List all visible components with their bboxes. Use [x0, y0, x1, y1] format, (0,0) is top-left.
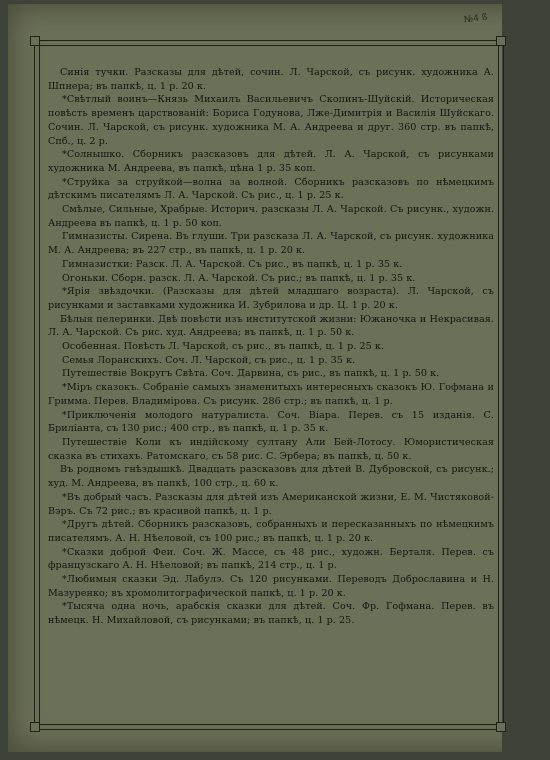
- catalog-entry: *Любимыя сказки Эд. Лабулэ. Съ 120 рисунками. Переводъ Доброславина и Н. Мазуренко; въ хромолитографической папкѣ, ц. 1 р. 20 к.: [48, 574, 494, 599]
- catalog-entry: *Міръ сказокъ. Собраніе самыхъ знаменитыхъ интересныхъ сказокъ Ю. Гофмана и Гримма. Перев. Владимірова. Съ рисунк. 286 стр.; въ папкѣ, ц. 1 р.: [48, 382, 494, 407]
- catalog-entry: Синія тучки. Разсказы для дѣтей, сочин. Л. Чарской, съ рисунк. художника А. Шпнера; въ папкѣ, ц. 1 р. 20 к.: [48, 67, 494, 92]
- book-catalog-list: [48, 66, 494, 628]
- catalog-entry: Въ родномъ гнѣздышкѣ. Двадцать разсказовъ для дѣтей В. Дубровской, съ рисунк.; худ. М. Андреева, въ папкѣ, 100 стр., ц. 60 к.: [48, 464, 494, 490]
- border-corner-ornament: [30, 722, 40, 732]
- catalog-entry: Особенная. Повѣсть Л. Чарской, съ рис., въ папкѣ, ц. 1 р. 25 к.: [62, 341, 385, 353]
- catalog-entry: Огоньки. Сборн. разск. Л. А. Чарской. Съ рис.; въ папкѣ, ц. 1 р. 35 к.: [62, 272, 416, 284]
- catalog-entry: Гимназисты. Сирена. Въ глуши. Три разсказа Л. А. Чарской, съ рисунк. художника М. А. Андреева; въ 227 стр., въ папкѣ, ц. 1 р. 20 к.: [48, 231, 494, 257]
- catalog-entry: Семья Лоранскихъ. Соч. Л. Чарской, съ рис., ц. 1 р. 35 к.: [62, 354, 356, 366]
- catalog-entry: *Тысяча одна ночь, арабскія сказки для дѣтей. Соч. Фр. Гофмана. Перев. въ нѣмецк. Н. Михайловой, съ рисунками; въ папкѣ, ц. 1 р. 25.: [48, 601, 494, 627]
- catalog-entry: *Ярія звѣздочки. (Разсказы для дѣтей младшаго возраста). Л. Чарской, съ рисунками и заставками художника И. Зубрилова и др. Ц. 1 р. 20 к.: [48, 286, 494, 311]
- catalog-entry: Путешествіе Вокругъ Свѣта. Соч. Дарвина, съ рис., въ папкѣ, ц. 1 р. 50 к.: [62, 368, 440, 380]
- catalog-entry: Гимназистки: Разск. Л. А. Чарской. Съ рис., въ папкѣ, ц. 1 р. 35 к.: [62, 258, 403, 270]
- catalog-entry: *Въ добрый часъ. Разсказы для дѣтей изъ Американской жизни, Е. М. Чистяковой-Вэръ. Съ 72 рис.; въ красивой папкѣ, ц. 1 р.: [48, 491, 494, 517]
- torn-edge: [502, 0, 550, 760]
- border-corner-ornament: [30, 36, 40, 46]
- catalog-entry: Смѣлые, Сильные, Храбрые. Историч. разсказы Л. А. Чарской. Съ рисунк., художн. Андреева въ папкѣ, ц. 1 р. 50 коп.: [48, 204, 494, 229]
- catalog-entry: *Струйка за струйкой—волна за волной. Сборникъ разсказовъ по нѣмецкимъ дѣтскимъ писателямъ Л. А. Чарской. Съ рис., ц. 1 р. 25 к.: [48, 176, 494, 202]
- catalog-entry: *Солнышко. Сборникъ разсказовъ для дѣтей. Л. А. Чарской, съ рисунками художника М. Андреева, въ папкѣ, цѣна 1 р. 35 коп.: [48, 149, 494, 174]
- catalog-entry: Путешествіе Коли къ индійскому султану Али Бей-Лотосу. Юмористическая сказка въ стихахъ. Ратомскаго, съ 58 рис. С. Эрбера; въ папкѣ, ц. 50 к.: [48, 436, 494, 462]
- catalog-entry: Бѣлыя пелеринки. Двѣ повѣсти изъ институтской жизни: Южаночка и Некрасивая. Л. А. Чарской. Съ рис. худ. Андреева; въ папкѣ, ц. 1 р. 50 к.: [48, 313, 494, 339]
- catalog-entry: *Другъ дѣтей. Сборникъ разсказовъ, собранныхъ и пересказанныхъ по нѣмецкимъ писателямъ. А. Н. Нѣеловой, съ 100 рис.; въ папкѣ, ц. 1 р. 20 к.: [48, 519, 494, 544]
- handwritten-note: №4 ß: [463, 12, 489, 26]
- catalog-entry: *Свѣтлый воинъ—Князь Михаилъ Васильевичъ Скопинъ-Шуйскій. Историческая повѣсть временъ царствованій: Бориса Годунова, Лже-Димитрія и Василія Шуйскаго. Сочин. Л. Чарской, съ рисунк. художника М. А. Андреева и друг. 360 стр. въ папкѣ, Спб., ц. 2 р.: [48, 94, 494, 147]
- border-corner-ornament: [496, 722, 506, 732]
- border-corner-ornament: [496, 36, 506, 46]
- catalog-entry: *Сказки доброй Феи. Соч. Ж. Массе, съ 48 рис., художн. Берталя. Перев. съ французскаго А. Н. Нѣеловой; въ папкѣ, 214 стр., ц. 1 р.: [48, 546, 494, 572]
- catalog-entry: *Приключенія молодого натуралиста. Соч. Віара. Перев. съ 15 изданія. С. Бриліанта, съ 130 рис.; 400 стр., въ папкѣ, ц. 1 р. 35 к.: [48, 409, 494, 435]
